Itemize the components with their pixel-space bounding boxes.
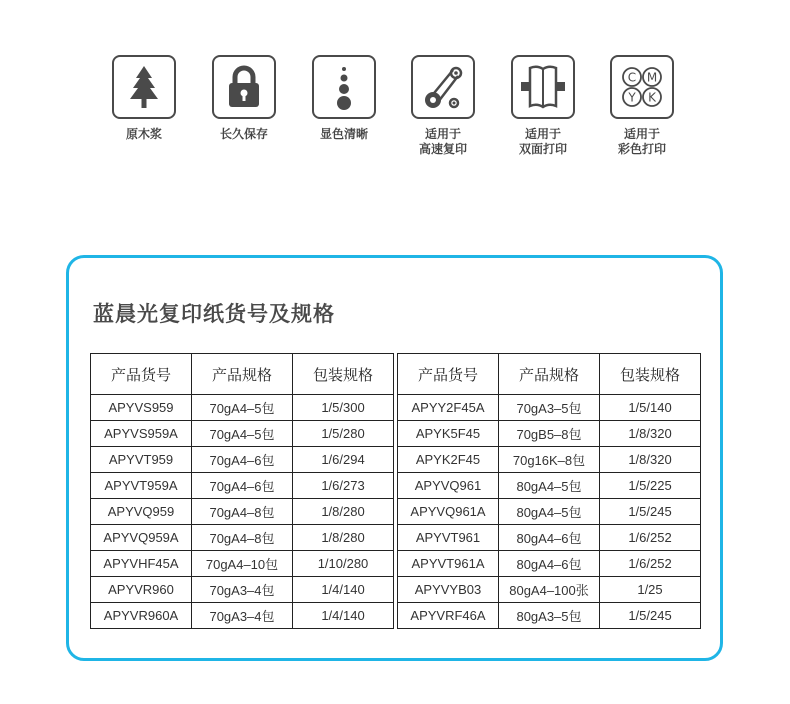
cell-product-code: APYVRF46A	[398, 603, 499, 629]
cell-package-spec: 1/4/140	[293, 577, 394, 603]
cell-package-spec: 1/5/225	[600, 473, 701, 499]
lock-icon	[212, 55, 276, 119]
header-product-code: 产品货号	[398, 354, 499, 395]
table-row	[91, 551, 394, 577]
table-row	[398, 551, 701, 577]
cell-product-code: APYVHF45A	[91, 551, 192, 577]
table-row	[91, 447, 394, 473]
header-package-spec: 包装规格	[600, 354, 701, 395]
cell-package-spec: 1/8/280	[293, 525, 394, 551]
spec-table-left	[90, 353, 394, 629]
feature-label: 适用于 双面打印	[518, 127, 567, 156]
feature-clear-color	[299, 55, 389, 142]
feature-label: 适用于 高速复印	[418, 127, 467, 156]
header-product-spec: 产品规格	[499, 354, 600, 395]
table-row	[398, 525, 701, 551]
spec-table-right-body	[398, 395, 701, 629]
cell-product-code: APYVT961	[398, 525, 499, 551]
feature-raw-wood-pulp	[99, 55, 189, 142]
cell-product-code: APYVQ961A	[398, 499, 499, 525]
table-row	[398, 577, 701, 603]
table-row	[91, 603, 394, 629]
table-row	[91, 577, 394, 603]
dots-icon	[312, 55, 376, 119]
header-package-spec: 包装规格	[293, 354, 394, 395]
cell-product-spec: 70gA4–8包	[192, 499, 293, 525]
cell-product-spec: 80gA4–100张	[499, 577, 600, 603]
cell-package-spec: 1/10/280	[293, 551, 394, 577]
cell-package-spec: 1/6/252	[600, 551, 701, 577]
cmyk-letter-c: C	[627, 70, 637, 85]
duplex-page-icon	[511, 55, 575, 119]
cell-product-code: APYK2F45	[398, 447, 499, 473]
table-row	[91, 499, 394, 525]
cell-package-spec: 1/6/294	[293, 447, 394, 473]
table-row	[91, 525, 394, 551]
cell-product-spec: 70g16K–8包	[499, 447, 600, 473]
cell-product-code: APYY2F45A	[398, 395, 499, 421]
table-row	[398, 395, 701, 421]
cell-product-code: APYVQ961	[398, 473, 499, 499]
spec-panel	[66, 255, 723, 661]
cell-product-spec: 70gA3–4包	[192, 603, 293, 629]
cell-product-code: APYVT959	[91, 447, 192, 473]
table-row	[398, 447, 701, 473]
cell-package-spec: 1/6/252	[600, 525, 701, 551]
cmyk-icon	[610, 55, 674, 119]
table-row	[398, 603, 701, 629]
cell-product-spec: 70gA3–4包	[192, 577, 293, 603]
cell-package-spec: 1/8/320	[600, 447, 701, 473]
cell-product-spec: 80gA4–5包	[499, 473, 600, 499]
cell-product-spec: 70gA4–5包	[192, 421, 293, 447]
cell-package-spec: 1/5/300	[293, 395, 394, 421]
belt-roller-icon	[411, 55, 475, 119]
cell-product-spec: 80gA4–6包	[499, 525, 600, 551]
cmyk-letter-m: M	[646, 70, 658, 85]
cell-product-code: APYK5F45	[398, 421, 499, 447]
cell-product-code: APYVT961A	[398, 551, 499, 577]
feature-label: 长久保存	[219, 127, 268, 141]
cell-product-code: APYVYB03	[398, 577, 499, 603]
cell-product-spec: 80gA3–5包	[499, 603, 600, 629]
cell-product-spec: 70gA4–6包	[192, 447, 293, 473]
cell-package-spec: 1/5/245	[600, 603, 701, 629]
header-product-code: 产品货号	[91, 354, 192, 395]
feature-high-speed-copy	[398, 55, 488, 157]
cell-product-spec: 80gA4–6包	[499, 551, 600, 577]
table-row	[91, 421, 394, 447]
spec-table-right	[397, 353, 701, 629]
cmyk-letter-y: Y	[628, 90, 636, 105]
feature-duplex-print	[498, 55, 588, 157]
cell-product-code: APYVT959A	[91, 473, 192, 499]
cell-product-spec: 70gA4–10包	[192, 551, 293, 577]
spec-title: 蓝晨光复印纸货号及规格	[93, 302, 335, 326]
table-row	[398, 421, 701, 447]
table-header-row	[398, 354, 701, 395]
cell-package-spec: 1/25	[600, 577, 701, 603]
cell-product-spec: 70gA4–6包	[192, 473, 293, 499]
feature-label: 原木浆	[125, 127, 162, 141]
tree-icon	[112, 55, 176, 119]
table-row	[398, 473, 701, 499]
table-header-row	[91, 354, 394, 395]
cell-product-code: APYVQ959	[91, 499, 192, 525]
table-row	[398, 499, 701, 525]
feature-long-preservation	[199, 55, 289, 142]
cell-package-spec: 1/5/140	[600, 395, 701, 421]
spec-table-left-body	[91, 395, 394, 629]
cell-package-spec: 1/5/245	[600, 499, 701, 525]
header-product-spec: 产品规格	[192, 354, 293, 395]
table-row	[91, 395, 394, 421]
cell-product-code: APYVS959A	[91, 421, 192, 447]
cell-product-code: APYVS959	[91, 395, 192, 421]
feature-label: 适用于 彩色打印	[617, 127, 666, 156]
cell-product-code: APYVR960A	[91, 603, 192, 629]
cell-package-spec: 1/8/280	[293, 499, 394, 525]
cell-product-spec: 70gA3–5包	[499, 395, 600, 421]
cell-product-spec: 70gB5–8包	[499, 421, 600, 447]
cell-product-spec: 70gA4–5包	[192, 395, 293, 421]
cell-product-spec: 80gA4–5包	[499, 499, 600, 525]
cell-product-code: APYVR960	[91, 577, 192, 603]
cell-package-spec: 1/5/280	[293, 421, 394, 447]
feature-color-print	[597, 55, 687, 157]
cell-package-spec: 1/8/320	[600, 421, 701, 447]
table-row	[91, 473, 394, 499]
cell-product-spec: 70gA4–8包	[192, 525, 293, 551]
cell-product-code: APYVQ959A	[91, 525, 192, 551]
cmyk-letter-k: K	[648, 90, 656, 105]
feature-icons-row	[0, 0, 790, 170]
cell-package-spec: 1/4/140	[293, 603, 394, 629]
feature-label: 显色清晰	[319, 127, 368, 141]
cell-package-spec: 1/6/273	[293, 473, 394, 499]
